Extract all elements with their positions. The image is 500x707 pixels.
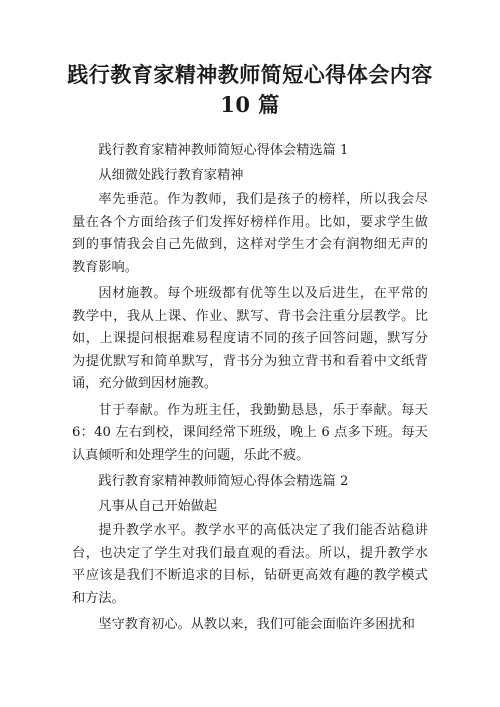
paragraph: 因材施教。每个班级都有优等生以及后进生，在平常的教学中，我从上课、作业、默写、背书会注重分层教学。比如，上课提问根据难易程度请不同的孩子回答问题，默写分为提优默写和简单默写，背书分为独立背书和看着中文纸背诵，充分做到因材施教。 [72,286,428,391]
section-heading-1: 践行教育家精神教师简短心得体会精选篇 1 [98,143,349,158]
section-subheading-2: 凡事从自己开始做起 [98,498,218,514]
document-body [72,140,428,641]
paragraph: 率先垂范。作为教师，我们是孩子的榜样，所以我会尽量在各个方面给孩子们发挥好榜样作用。比如，要求学生做到的事情我会自己先做到，这样对学生才会有润物细无声的教育影响。 [72,192,428,275]
paragraph: 坚守教育初心。从教以来，我们可能会面临许多困扰和 [98,617,415,632]
section-heading-2: 践行教育家精神教师简短心得体会精选篇 2 [98,474,349,489]
section-subheading-1: 从细微处践行教育家精神 [98,167,244,183]
document-title: 践行教育家精神教师简短心得体会内容 10 篇 [67,62,433,117]
paragraph: 甘于奉献。作为班主任，我勤勤恳恳，乐于奉献。每天 6：40 左右到校，课间经常下班级，晚上 6 点多下班。每天认真倾听和处理学生的问题，乐此不疲。 [72,402,428,463]
paragraph: 提升教学水平。教学水平的高低决定了我们能否站稳讲台，也决定了学生对我们最直观的看法。所以，提升教学水平应该是我们不断追求的目标，钻研更高效有趣的教学模式和方法。 [72,523,428,606]
